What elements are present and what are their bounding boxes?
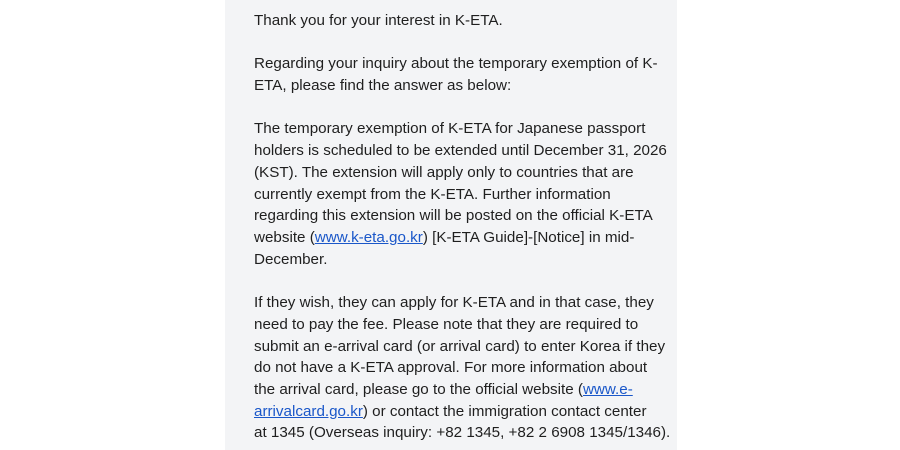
- paragraph-spacer: [254, 270, 674, 292]
- exemption-line-2: holders is scheduled to be extended until December 31, 2026: [254, 142, 667, 160]
- paragraph-spacer: [254, 32, 674, 54]
- inquiry-line-1: Regarding your inquiry about the temporary exemption of K-: [254, 55, 658, 73]
- exemption-line-6: [254, 227, 674, 249]
- paragraph-spacer: [254, 97, 674, 119]
- exemption-line-1: The temporary exemption of K-ETA for Japanese passport: [254, 120, 646, 138]
- exemption-paragraph: [254, 118, 674, 270]
- website-prefix-text: website (: [254, 229, 315, 246]
- arrival-card-prefix-text: the arrival card, please go to the official website (: [254, 380, 583, 398]
- application-line-2: need to pay the fee. Please note that they are required to: [254, 315, 639, 333]
- exemption-line-3: (KST). The extension will apply only to countries that are: [254, 163, 634, 181]
- e-arrivalcard-website-link[interactable]: www.e-: [582, 380, 633, 398]
- greeting-line: Thank you for your interest in K-ETA.: [254, 12, 503, 29]
- guide-notice-text: ) [K-ETA Guide]-[Notice] in mid-: [422, 229, 635, 246]
- application-line-7: at 1345 (Overseas inquiry: +82 1345, +82 2 6908 1345/1346).: [254, 424, 671, 442]
- inquiry-line-2: ETA, please find the answer as below:: [254, 77, 512, 95]
- inquiry-paragraph: [254, 53, 674, 96]
- e-arrivalcard-website-link-continued[interactable]: arrivalcard.go.kr: [254, 402, 363, 420]
- exemption-line-7: December.: [254, 250, 328, 268]
- k-eta-website-link[interactable]: www.k-eta.go.kr: [314, 229, 423, 246]
- application-line-3: submit an e-arrival card (or arrival card) to enter Korea if they: [254, 337, 666, 355]
- greeting-paragraph: [254, 10, 674, 32]
- application-line-1: If they wish, they can apply for K-ETA and in that case, they: [254, 294, 654, 312]
- message-panel: [225, 0, 677, 450]
- application-line-4: do not have a K-ETA approval. For more information about: [254, 359, 648, 377]
- application-paragraph: [254, 292, 674, 444]
- exemption-line-5: regarding this extension will be posted on the official K-ETA: [254, 207, 653, 225]
- exemption-line-4: currently exempt from the K-ETA. Further information: [254, 185, 611, 203]
- application-line-5: [254, 379, 674, 401]
- message-body: [254, 10, 674, 444]
- application-line-6: [254, 401, 674, 423]
- contact-center-text: ) or contact the immigration contact center: [362, 402, 647, 420]
